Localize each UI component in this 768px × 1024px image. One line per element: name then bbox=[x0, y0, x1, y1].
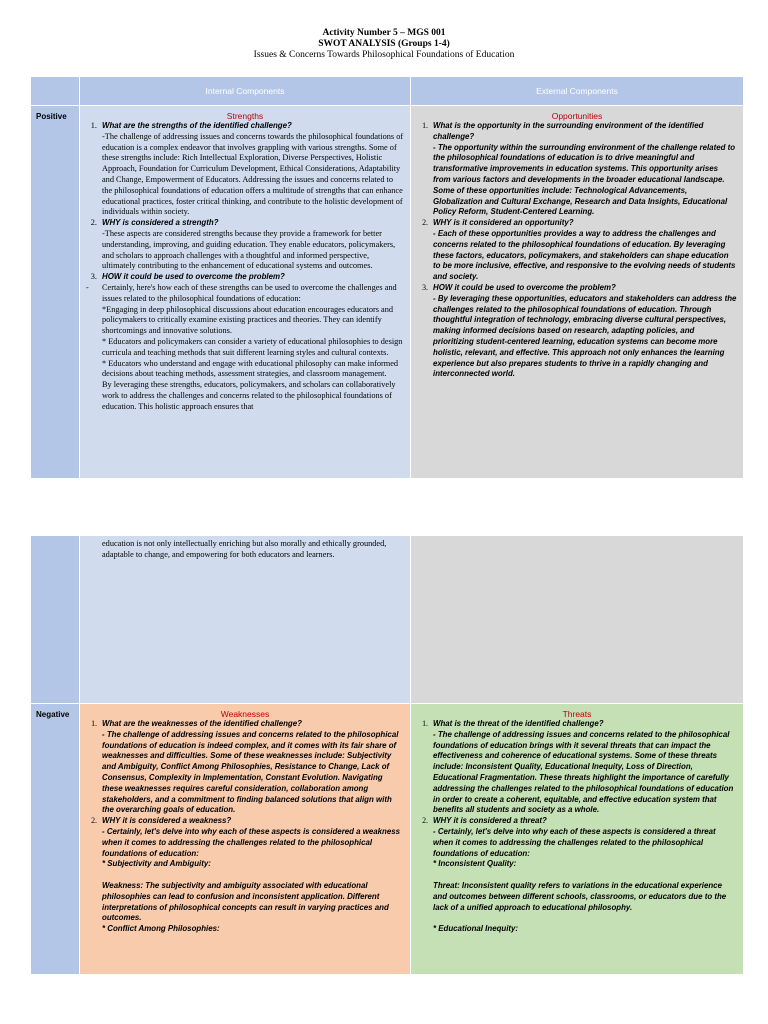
opportunities-cell bbox=[411, 106, 744, 479]
list-number: 3. bbox=[422, 282, 428, 292]
swot-table-bottom bbox=[30, 535, 744, 975]
threats-question-2 bbox=[411, 816, 743, 827]
strengths-question-1 bbox=[80, 121, 410, 132]
threats-question-1 bbox=[411, 719, 743, 730]
weaknesses-answer-1: - The challenge of addressing issues and concerns related to the philosophical foundations of education is indeed complex, and it comes with its fair share of weaknesses and difficulties. Some of these weaknesses include: Subjectivity and Ambiguity, Conflict Among Philosophies, Resistance to Change, Lack of Consensus, Complexity in Implementation, Constant Evolution. Navigating these weaknesses requires careful consideration, collaboration among stakeholders, and a commitment to finding balanced solutions that align with the overarching goals of education. bbox=[102, 729, 401, 815]
list-number: 2. bbox=[90, 218, 97, 228]
opportunities-answer-1: - The opportunity within the surrounding environment of the challenge related to the philosophical foundations of education is to drive meaningful and transformative improvements in education systems. This opportunity arises from various factors and developments in the broader educational landscape. Some of these opportunities include: Technological Advancements, Globalization and Cultural Exchange, Research and Data Insights, Educational Policy Reform, Student-Centered Learning. bbox=[433, 142, 738, 217]
strengths-content bbox=[80, 121, 410, 413]
blank-line bbox=[411, 913, 743, 924]
threats-answer-2c: Threat: Inconsistent quality refers to variations in the educational experience and outcomes between different schools, classrooms, or educators due to the lack of a unified approach to educational philosophy. bbox=[433, 880, 729, 912]
blank-line bbox=[411, 870, 743, 881]
blank-line bbox=[80, 870, 410, 881]
negative-row-label bbox=[31, 704, 80, 975]
external-components-header: External Components bbox=[411, 77, 744, 106]
list-number: 2. bbox=[422, 218, 428, 228]
weaknesses-answer-2: - Certainly, let's delve into why each of these aspects is considered a weakness when it comes to addressing the challenges related to the philosophical foundations of education: bbox=[102, 826, 403, 858]
list-number: 3. bbox=[90, 272, 97, 282]
weaknesses-question-1 bbox=[80, 719, 410, 730]
threats-answer-1: - The challenge of addressing issues and concerns related to the philosophical foundations of education brings with it several threats that can impact the effectiveness and coherence of educational systems. Some of these threats include: Inconsistent Quality, Educational Inequity, Loss of Direction, Educational Fragmentation. These threats highlight the importance of carefully addressing the challenges related to the philosophical foundations of education in order to create a coherent, equitable, and effective education system that benefits all students and society as a whole. bbox=[433, 729, 736, 815]
strengths-cell bbox=[80, 106, 411, 479]
list-number: 2. bbox=[422, 816, 428, 826]
question-text: HOW it could be used to overcome the problem? bbox=[433, 282, 616, 292]
negative-label-text: Negative bbox=[36, 710, 70, 719]
opportunities-title: Opportunities bbox=[551, 111, 603, 121]
document-subtitle: Issues & Concerns Towards Philosophical Foundations of Education bbox=[253, 50, 515, 60]
weaknesses-answer-2d: * Conflict Among Philosophies: bbox=[102, 924, 220, 934]
question-text: WHY is it considered an opportunity? bbox=[433, 218, 574, 228]
strengths-answer-3 bbox=[80, 283, 410, 305]
activity-title: Activity Number 5 – MGS 001 bbox=[322, 28, 446, 38]
strengths-continued-text: education is not only intellectually enriching but also morally and ethically grounded, adaptable to change, and empowering for both educators and learners. bbox=[102, 539, 389, 559]
opportunities-question-3 bbox=[411, 283, 743, 294]
threats-content bbox=[411, 719, 743, 935]
opportunities-answer-2: - Each of these opportunities provides a way to address the challenges and concerns related to the philosophical foundations of education. By leveraging these factors, educators, policymakers, and stakeholders can shape education to be more inclusive, effective, and responsive to the evolving needs of students and society. bbox=[433, 228, 738, 282]
positive-label-text: Positive bbox=[36, 112, 67, 121]
internal-components-header: Internal Components bbox=[80, 77, 411, 106]
weaknesses-title: Weaknesses bbox=[220, 709, 270, 719]
weaknesses-cell bbox=[80, 704, 411, 975]
strengths-answer-3e: By leveraging these strengths, educators, policymakers, and scholars can collaboratively work to address the challenges and concerns related to the philosophical foundations of education. This holistic approach ensures that bbox=[102, 380, 398, 411]
list-number: 1. bbox=[422, 121, 428, 130]
strengths-continued-cell bbox=[80, 536, 411, 704]
question-text: What is the threat of the identified challenge? bbox=[433, 719, 604, 728]
corner-cell bbox=[31, 77, 80, 106]
strengths-question-2 bbox=[80, 218, 410, 229]
strengths-answer-3c: * Educators and policymakers can consider a variety of educational philosophies to design curricula and teaching methods that suit different learning styles and cultural contexts. bbox=[102, 336, 405, 357]
document-header bbox=[0, 28, 768, 61]
list-number: 1. bbox=[422, 719, 428, 728]
question-text: What is the opportunity in the surrounding environment of the identified challenge? bbox=[433, 121, 704, 141]
list-number: 2. bbox=[91, 816, 97, 826]
swot-title: SWOT ANALYSIS (Groups 1-4) bbox=[318, 39, 450, 49]
threats-answer-2b: * Inconsistent Quality: bbox=[433, 859, 517, 869]
swot-table-top bbox=[30, 76, 744, 479]
strengths-continued-content bbox=[80, 536, 410, 561]
question-text: WHY it is considered a weakness? bbox=[102, 816, 232, 826]
weaknesses-question-2 bbox=[80, 816, 410, 827]
opportunities-question-1 bbox=[411, 121, 743, 143]
weaknesses-answer-2c: Weakness: The subjectivity and ambiguity associated with educational philosophies can lead to confusion and inconsistent application. Different interpretations of philosophical concepts can result in varying practices and outcomes. bbox=[102, 880, 391, 923]
question-text: WHY is considered a strength? bbox=[102, 218, 219, 228]
opportunities-question-2 bbox=[411, 218, 743, 229]
threats-cell bbox=[411, 704, 744, 975]
question-text: What are the weaknesses of the identified challenge? bbox=[102, 719, 302, 728]
list-number: 1. bbox=[91, 719, 97, 728]
question-text: HOW it could be used to overcome the problem? bbox=[102, 272, 285, 282]
strengths-answer-3b: *Engaging in deep philosophical discussions about education encourages educators and policymakers to critically examine existing practices and theories. They can identify shortcomings and innovative solutions. bbox=[102, 304, 396, 336]
positive-row-label bbox=[31, 106, 80, 479]
weaknesses-content bbox=[80, 719, 410, 935]
threats-answer-2d: * Educational Inequity: bbox=[433, 924, 519, 934]
strengths-answer-1: -The challenge of addressing issues and concerns towards the philosophical foundations of education is a complex endeavor that involves grappling with various strengths. Some of these strengths include: Rich Intellectual Exploration, Diverse Perspectives, Holistic Approach, Foundation for Curriculum Development, Ethical Considerations, Adaptability and Change, Empowerment of Educators. Addressing the issues and concerns related to the philosophical foundations of education offers a multitude of strengths that can enhance educational practices, foster critical thinking, and contribute to the holistic development of individuals within society. bbox=[102, 131, 406, 217]
threats-answer-2: - Certainly, let's delve into why each of these aspects is considered a threat when it comes to addressing the challenges related to the philosophical foundations of education: bbox=[433, 826, 718, 858]
question-text: What are the strengths of the identified challenge? bbox=[102, 121, 292, 130]
threats-title: Threats bbox=[562, 709, 592, 719]
opportunities-content bbox=[411, 121, 743, 380]
answer-text: Certainly, here's how each of these strengths can be used to overcome the challenges and issues related to the philosophical foundations of education: bbox=[102, 282, 397, 303]
question-text: WHY it is considered a threat? bbox=[433, 816, 547, 826]
opportunities-answer-3: - By leveraging these opportunities, educators and stakeholders can address the challenges related to the philosophical foundations of education. Through thoughtful integration of technology, embracing diverse cultural perspectives, making informed decisions based on research, adapting policies, and prioritizing student-centered learning, education systems can become more holistic, relevant, and effective. This approach not only enhances the learning experience but also prepares students to thrive in a rapidly changing and interconnected world. bbox=[433, 293, 739, 379]
opportunities-continued-cell bbox=[411, 536, 744, 704]
list-number: 1. bbox=[90, 121, 97, 130]
strengths-answer-2: -These aspects are considered strengths because they provide a framework for better understanding, improving, and guiding education. They enable educators, policymakers, and scholars to approach challenges with a thoughtful and informed perspective, ultimately contributing to the enhancement of educational systems and outcomes. bbox=[102, 228, 398, 271]
dash-bullet: - bbox=[86, 282, 89, 292]
strengths-answer-3d: * Educators who understand and engage with educational philosophy can make informed decisions about teaching methods, assessment strategies, and classroom management. bbox=[102, 358, 401, 379]
strengths-question-3 bbox=[80, 272, 410, 283]
strengths-title: Strengths bbox=[226, 111, 264, 121]
weaknesses-answer-2b: * Subjectivity and Ambiguity: bbox=[102, 859, 211, 869]
positive-row-continued bbox=[31, 536, 80, 704]
